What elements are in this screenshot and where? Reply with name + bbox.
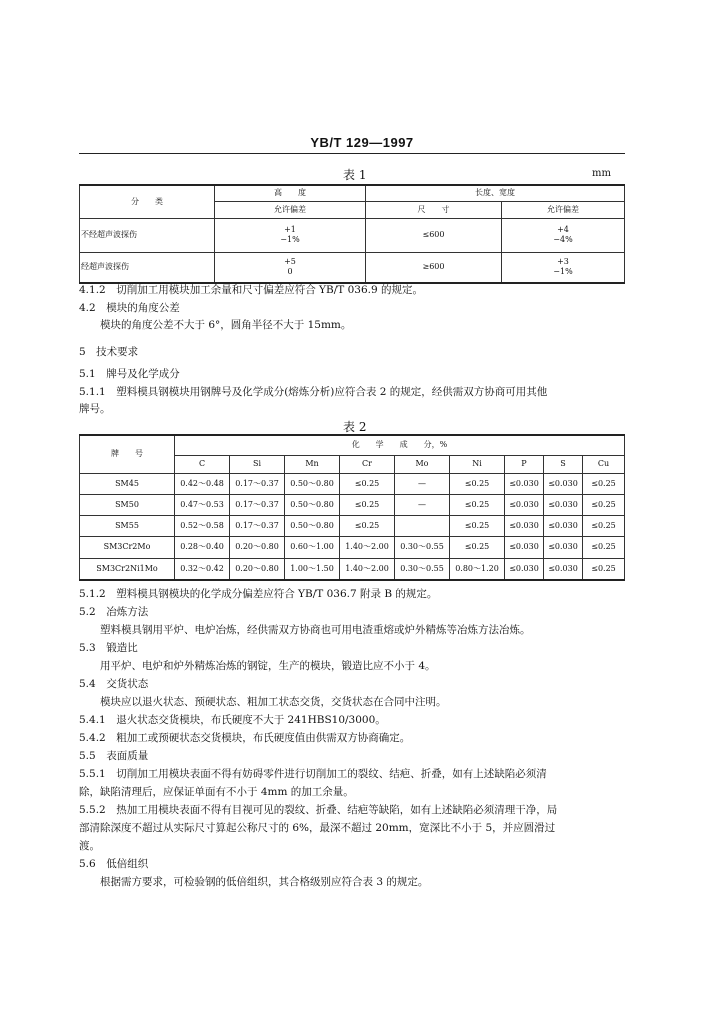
table-row <box>80 473 625 494</box>
table2-cell: 0.47～0.53 <box>175 494 230 515</box>
table2-cell: ≤0.030 <box>544 494 583 515</box>
table1-header-height-tol: 允许偏差 <box>215 201 366 218</box>
table2-cell: ≤0.25 <box>583 515 625 536</box>
table2-cell: 0.52～0.58 <box>175 515 230 536</box>
table2-header-element: C <box>175 455 230 473</box>
table2-header-composition: 化 学 成 分，% <box>175 435 625 455</box>
table2-caption: 表 2 <box>343 420 367 434</box>
table2-cell: 0.30～0.55 <box>395 558 450 580</box>
table2-cell: ≤0.030 <box>544 558 583 580</box>
table2-cell-grade: SM3Cr2Mo <box>80 536 175 558</box>
table1-cell-height-tol: +5 0 <box>215 252 366 283</box>
section-5-5-heading: 5.5 表面质量 <box>79 750 149 762</box>
table2-cell: 0.17～0.37 <box>230 515 285 536</box>
table2-cell: ≤0.25 <box>340 515 395 536</box>
paragraph-5-5-2-end: 渡。 <box>79 840 100 852</box>
table2-cell: 0.80～1.20 <box>450 558 505 580</box>
table2-cell: 0.20～0.80 <box>230 536 285 558</box>
table2-cell: 1.40～2.00 <box>340 558 395 580</box>
table2-cell: ≤0.25 <box>450 515 505 536</box>
table-row <box>80 218 625 252</box>
table2-header-element: Ni <box>450 455 505 473</box>
table2-cell-grade: SM50 <box>80 494 175 515</box>
paragraph-5-4-2: 5.4.2 粗加工或预硬状态交货模块，布氏硬度值由供需双方协商确定。 <box>79 732 411 744</box>
table2-cell: ≤0.25 <box>583 536 625 558</box>
table1-header-size: 尺 寸 <box>366 201 502 218</box>
table2-header-element: P <box>505 455 544 473</box>
table2-cell: 0.50～0.80 <box>285 515 340 536</box>
table2-cell: ≤0.25 <box>583 558 625 580</box>
table1-cell-category: 经超声波探伤 <box>80 252 215 283</box>
table2-cell: ≤0.030 <box>544 473 583 494</box>
paragraph-5-4: 模块应以退火状态、预硬状态、粗加工状态交货，交货状态在合同中注明。 <box>100 696 447 708</box>
table2-cell: ≤0.030 <box>505 558 544 580</box>
table2-cell-grade: SM55 <box>80 515 175 536</box>
table1-cell-size: ≤600 <box>366 218 502 252</box>
paragraph-4-1-2: 4.1.2 切削加工用模块加工余量和尺寸偏差应符合 YB/T 036.9 的规定。 <box>79 284 423 296</box>
table2-cell: 0.60～1.00 <box>285 536 340 558</box>
paragraph-5-2: 塑料模具钢用平炉、电炉冶炼，经供需双方协商也可用电渣重熔或炉外精炼等冶炼方法冶炼。 <box>100 624 531 636</box>
table2-cell: 0.32～0.42 <box>175 558 230 580</box>
table2-cell: 0.42～0.48 <box>175 473 230 494</box>
table2-cell: 0.50～0.80 <box>285 473 340 494</box>
table2-cell: — <box>395 494 450 515</box>
table2-cell: ≤0.25 <box>583 473 625 494</box>
paragraph-5-5-2-cont: 部清除深度不超过从实际尺寸算起公称尺寸的 6%，最深不超过 20mm，宽深比不小于 5，并应圆滑过 <box>79 822 556 834</box>
table1-cell-lw-tol: +4 −4% <box>502 218 625 252</box>
table1-unit: mm <box>592 168 611 179</box>
standard-header: YB/T 129—1997 <box>310 135 414 150</box>
section-5-3-heading: 5.3 锻造比 <box>79 642 138 654</box>
section-4-2-heading: 4.2 模块的角度公差 <box>79 302 180 314</box>
table2-cell: ≤0.030 <box>505 494 544 515</box>
table2-cell: 1.00～1.50 <box>285 558 340 580</box>
table2-cell: — <box>395 473 450 494</box>
table2-cell: ≤0.030 <box>505 536 544 558</box>
table1-header-lw: 长度、宽度 <box>366 185 625 201</box>
table2-cell: 0.50～0.80 <box>285 494 340 515</box>
table-row <box>80 558 625 580</box>
table2-cell: ≤0.25 <box>450 494 505 515</box>
table-row <box>80 252 625 283</box>
paragraph-5-5-2: 5.5.2 热加工用模块表面不得有目视可见的裂纹、折叠、结疤等缺陷，如有上述缺陷必须清理干净，局 <box>79 804 558 816</box>
table2-cell-grade: SM3Cr2Ni1Mo <box>80 558 175 580</box>
table2-header-element: Mn <box>285 455 340 473</box>
paragraph-5-4-1: 5.4.1 退火状态交货模块，布氏硬度不大于 241HBS10/3000。 <box>79 714 386 726</box>
paragraph-5-5-1-cont: 除，缺陷清理后，应保证单面有不小于 4mm 的加工余量。 <box>79 786 354 798</box>
table2-cell: ≤0.25 <box>583 494 625 515</box>
table2-header-element: Mo <box>395 455 450 473</box>
section-5-6-heading: 5.6 低倍组织 <box>79 858 149 870</box>
table2-cell: 0.17～0.37 <box>230 473 285 494</box>
table2-cell: ≤0.25 <box>450 473 505 494</box>
paragraph-5-6: 根据需方要求，可检验钢的低倍组织，其合格级别应符合表 3 的规定。 <box>100 876 429 888</box>
table2-header-element: Cu <box>583 455 625 473</box>
section-5-2-heading: 5.2 冶炼方法 <box>79 606 149 618</box>
table1-caption: 表 1 <box>343 168 367 182</box>
table1-header-height: 高 度 <box>215 185 366 201</box>
table2-cell: 0.20～0.80 <box>230 558 285 580</box>
table2-cell: ≤0.25 <box>340 494 395 515</box>
section-5-heading: 5 技术要求 <box>79 346 139 358</box>
table1-header-lw-tol: 允许偏差 <box>502 201 625 218</box>
table2-cell: 1.40～2.00 <box>340 536 395 558</box>
table1-cell-height-tol: +1 −1% <box>215 218 366 252</box>
paragraph-5-5-1: 5.5.1 切削加工用模块表面不得有妨碍零件进行切削加工的裂纹、结疤、折叠，如有上述缺陷必须清 <box>79 768 547 780</box>
table2-header-element: Cr <box>340 455 395 473</box>
table2-cell: 0.30～0.55 <box>395 536 450 558</box>
table2-cell: ≤0.030 <box>544 536 583 558</box>
table1-cell-size: ≥600 <box>366 252 502 283</box>
paragraph-5-1-1-cont: 牌号。 <box>79 403 111 415</box>
paragraph-5-1-2: 5.1.2 塑料模具钢模块的化学成分偏差应符合 YB/T 036.7 附录 B 的规定。 <box>79 588 438 600</box>
table1-header-category: 分 类 <box>80 185 215 218</box>
section-5-4-heading: 5.4 交货状态 <box>79 678 149 690</box>
table2-cell <box>395 515 450 536</box>
table2-cell: ≤0.030 <box>544 515 583 536</box>
table2-header-element: S <box>544 455 583 473</box>
paragraph-5-1-1: 5.1.1 塑料模具钢模块用钢牌号及化学成分(熔炼分析)应符合表 2 的规定，经供需双方协商可用其他 <box>79 386 548 398</box>
table1-cell-lw-tol: +3 −1% <box>502 252 625 283</box>
table1 <box>79 184 625 284</box>
table2-cell: ≤0.030 <box>505 473 544 494</box>
table-row <box>80 515 625 536</box>
section-5-1-heading: 5.1 牌号及化学成分 <box>79 368 180 380</box>
header-rule <box>79 153 625 154</box>
table2-header-grade: 牌 号 <box>80 435 175 473</box>
table-row <box>80 536 625 558</box>
paragraph-4-2: 模块的角度公差不大于 6°，圆角半径不大于 15mm。 <box>100 319 352 331</box>
table1-cell-category: 不经超声波探伤 <box>80 218 215 252</box>
table2-cell: 0.28～0.40 <box>175 536 230 558</box>
table2-cell: ≤0.25 <box>450 536 505 558</box>
table2 <box>79 434 625 581</box>
table2-cell: ≤0.25 <box>340 473 395 494</box>
table2-header-element: Si <box>230 455 285 473</box>
table2-cell: 0.17～0.37 <box>230 494 285 515</box>
table2-cell: ≤0.030 <box>505 515 544 536</box>
table-row <box>80 494 625 515</box>
table2-cell-grade: SM45 <box>80 473 175 494</box>
paragraph-5-3: 用平炉、电炉和炉外精炼冶炼的钢锭，生产的模块，锻造比应不小于 4。 <box>100 660 436 672</box>
